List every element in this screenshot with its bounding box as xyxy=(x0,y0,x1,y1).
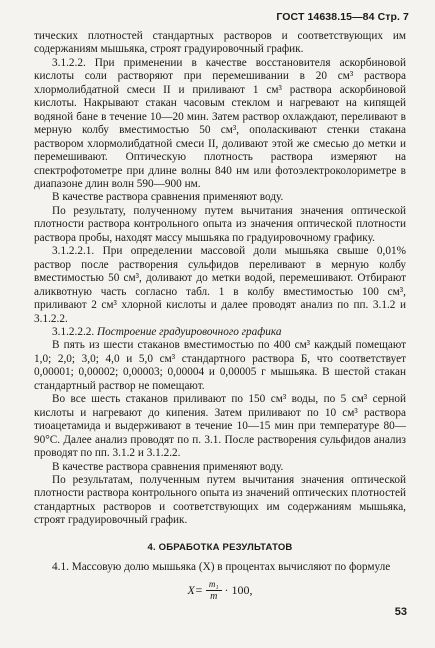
section-heading: 4. ОБРАБОТКА РЕЗУЛЬТАТОВ xyxy=(147,541,293,553)
formula-denominator: m xyxy=(210,590,218,602)
subsection-number: 3.1.2.2.2. xyxy=(52,325,95,338)
page-number: 53 xyxy=(394,606,407,618)
paragraph: Во все шесть стаканов приливают по 150 см³ воды, по 5 см³ серной кислоты и нагревают до кипения. Затем приливают по 10 см³ раствора тиоацетамида и выдерживают в течение 10—15 мин при температуре 80—90°С. Далее анализ проводят по п. 3.1. После растворения сульфидов анализ проводят по пп. 3.1.2 и 3.1.2.2. xyxy=(34,393,406,460)
formula xyxy=(34,579,406,609)
formula-rhs: · 100, xyxy=(224,582,253,597)
paragraph: В пять из шести стаканов вместимостью по 400 см³ каждый помещают 1,0; 2,0; 3,0; 4,0 и 5,0 см³ стандартного раствора Б, что соответствует 0,00001; 0,00002; 0,00003; 0,00004 и 0,00005 г мышьяка. В шестой стакан стандартный раствор не помещают. xyxy=(34,339,406,392)
paragraph: 3.1.2.2.1. При определении массовой доли мышьяка свыше 0,01% раствор после растворения сульфидов переливают в мерную колбу вместимостью 50 см³, доливают до метки водой, перемешивают. Отбирают аликвотную часть согласно табл. 1 в колбу вместимостью 100 см³, приливают 2 см³ хлорной кислоты и далее проводят анализ по пп. 3.1.2 и 3.1.2.2. xyxy=(34,245,406,325)
formula-lhs: X= xyxy=(187,582,203,597)
paragraph: По результату, полученному путем вычитания значения оптической плотности раствора контрольного опыта из значения оптической плотности раствора пробы, находят массу мышьяка по градуировочному графику. xyxy=(34,204,406,244)
paragraph: тических плотностей стандартных растворов и соответствующих им содержаниям мышьяка, строят градуировочный график. xyxy=(34,30,406,56)
paragraph: В качестве раствора сравнения применяют воду. xyxy=(52,460,284,473)
page-header: ГОСТ 14638.15—84 Стр. 7 xyxy=(276,11,409,23)
formula-fraction xyxy=(206,579,222,603)
paragraph: В качестве раствора сравнения применяют воду. xyxy=(52,191,284,204)
paragraph: 4.1. Массовую долю мышьяка (X) в процентах вычисляют по формуле xyxy=(52,561,391,574)
subsection-heading xyxy=(34,326,406,339)
subsection-title: Построение градуировочного графика xyxy=(97,325,282,338)
formula-numerator: m₁ xyxy=(206,579,222,591)
paragraph: По результатам, полученным путем вычитания значения оптической плотности раствора контрольного опыта из значений оптических плотностей стандартных растворов и соответствующих им содержаниям мышьяка, строят градуировочный график. xyxy=(34,473,406,527)
document-body xyxy=(34,30,406,609)
paragraph: 3.1.2.2. При применении в качестве восстановителя аскорбиновой кислоты соли растворяют при перемешивании в 20 см³ раствора хлормолибдатной смеси II и приливают 1 см³ раствора аскорбиновой кислоты. Накрывают стакан часовым стеклом и нагревают на кипящей водяной бане в течение 10—20 мин. Затем раствор охлаждают, переливают в мерную колбу вместимостью 50 см³, ополаскивают стенки стакана раствором хлормолибдатной смеси II, доливают этой же смесью до метки и перемешивают. Оптическую плотность раствора измеряют на спектрофотометре при длине волны 840 нм или фотоэлектроколориметре в диапазоне длин волн 590—900 нм. xyxy=(34,56,406,190)
